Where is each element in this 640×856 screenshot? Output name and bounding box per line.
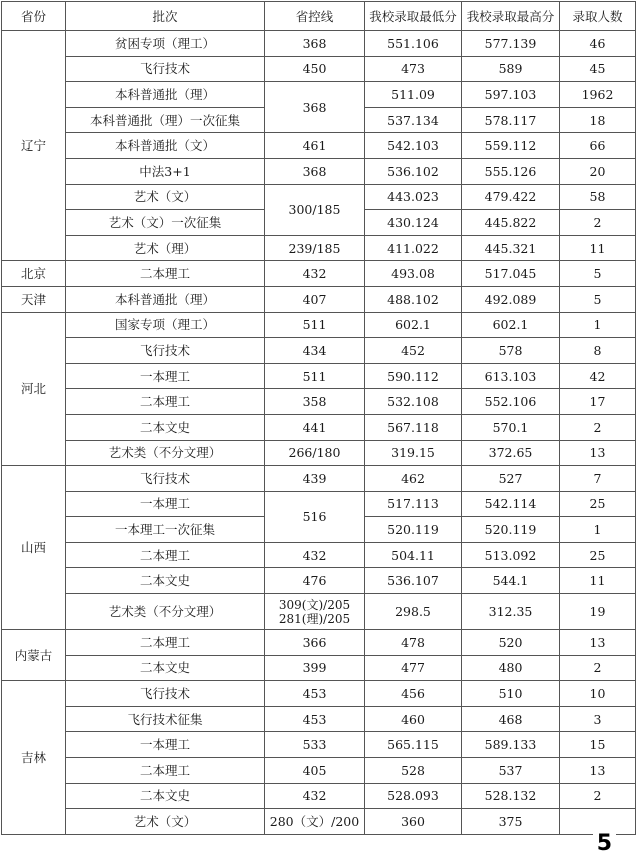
control-line-cell: 407 (265, 286, 365, 312)
max-score-cell: 312.35 (462, 594, 560, 630)
batch-cell: 二本理工 (66, 542, 265, 568)
count-cell: 2 (560, 655, 636, 681)
max-score-cell: 544.1 (462, 568, 560, 594)
table-row (2, 158, 636, 184)
header-batch: 批次 (66, 2, 265, 31)
control-line-cell: 533 (265, 732, 365, 758)
count-cell: 25 (560, 542, 636, 568)
control-line-cell: 399 (265, 655, 365, 681)
min-score-cell: 536.107 (365, 568, 462, 594)
table-row (2, 389, 636, 415)
control-line-cell: 476 (265, 568, 365, 594)
table-row (2, 542, 636, 568)
province-cell: 内蒙古 (2, 630, 66, 681)
batch-cell: 二本文史 (66, 655, 265, 681)
table-row (2, 261, 636, 287)
province-cell: 山西 (2, 466, 66, 630)
max-score-cell: 528.132 (462, 783, 560, 809)
max-score-cell: 480 (462, 655, 560, 681)
max-score-cell: 597.103 (462, 82, 560, 108)
batch-cell: 飞行技术 (66, 466, 265, 492)
max-score-cell: 613.103 (462, 363, 560, 389)
count-cell: 17 (560, 389, 636, 415)
min-score-cell: 542.103 (365, 133, 462, 159)
table-row (2, 235, 636, 261)
page-number: 5 (593, 831, 616, 856)
max-score-cell: 570.1 (462, 414, 560, 440)
max-score-cell: 537 (462, 758, 560, 784)
min-score-cell: 462 (365, 466, 462, 492)
count-cell: 66 (560, 133, 636, 159)
min-score-cell: 477 (365, 655, 462, 681)
batch-cell: 一本理工 (66, 491, 265, 517)
max-score-cell: 510 (462, 681, 560, 707)
table-row (2, 630, 636, 656)
min-score-cell: 551.106 (365, 31, 462, 57)
control-line-cell: 450 (265, 56, 365, 82)
table-row (2, 56, 636, 82)
table-row (2, 809, 636, 835)
header-min-score: 我校录取最低分 (365, 2, 462, 31)
count-cell: 25 (560, 491, 636, 517)
table-row (2, 286, 636, 312)
table-row (2, 31, 636, 57)
count-cell: 13 (560, 758, 636, 784)
batch-cell: 二本理工 (66, 261, 265, 287)
max-score-cell: 372.65 (462, 440, 560, 466)
table-row (2, 568, 636, 594)
table-row (2, 312, 636, 338)
min-score-cell: 493.08 (365, 261, 462, 287)
count-cell: 19 (560, 594, 636, 630)
count-cell: 1962 (560, 82, 636, 108)
admission-score-table (1, 1, 636, 835)
min-score-cell: 478 (365, 630, 462, 656)
batch-cell: 艺术（文） (66, 184, 265, 210)
batch-cell: 二本理工 (66, 389, 265, 415)
count-cell: 5 (560, 286, 636, 312)
max-score-cell: 445.321 (462, 235, 560, 261)
count-cell: 18 (560, 107, 636, 133)
count-cell: 7 (560, 466, 636, 492)
batch-cell: 飞行技术 (66, 56, 265, 82)
batch-cell: 一本理工一次征集 (66, 517, 265, 543)
control-line-cell: 516 (265, 491, 365, 542)
batch-cell: 本科普通批（理） (66, 82, 265, 108)
min-score-cell: 590.112 (365, 363, 462, 389)
table-row (2, 466, 636, 492)
batch-cell: 艺术（文）一次征集 (66, 210, 265, 236)
table-row (2, 732, 636, 758)
control-line-cell: 439 (265, 466, 365, 492)
control-line-cell: 300/185 (265, 184, 365, 235)
max-score-cell: 577.139 (462, 31, 560, 57)
count-cell: 20 (560, 158, 636, 184)
control-line-cell: 453 (265, 681, 365, 707)
min-score-cell: 360 (365, 809, 462, 835)
min-score-cell: 511.09 (365, 82, 462, 108)
max-score-cell: 520 (462, 630, 560, 656)
count-cell: 2 (560, 783, 636, 809)
min-score-cell: 520.119 (365, 517, 462, 543)
min-score-cell: 528.093 (365, 783, 462, 809)
count-cell: 1 (560, 517, 636, 543)
table-row (2, 491, 636, 517)
count-cell: 3 (560, 706, 636, 732)
control-line-cell: 511 (265, 363, 365, 389)
min-score-cell: 473 (365, 56, 462, 82)
count-cell: 8 (560, 338, 636, 364)
count-cell: 13 (560, 440, 636, 466)
batch-cell: 本科普通批（文） (66, 133, 265, 159)
batch-cell: 贫困专项（理工） (66, 31, 265, 57)
batch-cell: 艺术（文） (66, 809, 265, 835)
table-row (2, 338, 636, 364)
control-line-cell: 405 (265, 758, 365, 784)
batch-cell: 本科普通批（理） (66, 286, 265, 312)
min-score-cell: 456 (365, 681, 462, 707)
batch-cell: 艺术（理） (66, 235, 265, 261)
batch-cell: 二本文史 (66, 568, 265, 594)
batch-cell: 二本文史 (66, 414, 265, 440)
count-cell: 1 (560, 312, 636, 338)
count-cell: 11 (560, 235, 636, 261)
province-cell: 天津 (2, 286, 66, 312)
max-score-cell: 375 (462, 809, 560, 835)
count-cell: 13 (560, 630, 636, 656)
header-admitted-count: 录取人数 (560, 2, 636, 31)
province-cell: 辽宁 (2, 31, 66, 261)
max-score-cell: 555.126 (462, 158, 560, 184)
table-row (2, 363, 636, 389)
min-score-cell: 536.102 (365, 158, 462, 184)
max-score-cell: 559.112 (462, 133, 560, 159)
province-cell: 北京 (2, 261, 66, 287)
batch-cell: 二本理工 (66, 758, 265, 784)
batch-cell: 飞行技术 (66, 338, 265, 364)
min-score-cell: 488.102 (365, 286, 462, 312)
control-line-cell: 266/180 (265, 440, 365, 466)
header-province: 省份 (2, 2, 66, 31)
batch-cell: 二本文史 (66, 783, 265, 809)
min-score-cell: 517.113 (365, 491, 462, 517)
min-score-cell: 460 (365, 706, 462, 732)
count-cell: 58 (560, 184, 636, 210)
count-cell: 46 (560, 31, 636, 57)
count-cell: 42 (560, 363, 636, 389)
min-score-cell: 567.118 (365, 414, 462, 440)
batch-cell: 飞行技术 (66, 681, 265, 707)
table-row (2, 681, 636, 707)
header-row (2, 2, 636, 31)
count-cell: 5 (560, 261, 636, 287)
batch-cell: 本科普通批（理）一次征集 (66, 107, 265, 133)
table-row (2, 440, 636, 466)
control-line-cell: 511 (265, 312, 365, 338)
max-score-cell: 527 (462, 466, 560, 492)
max-score-cell: 492.089 (462, 286, 560, 312)
control-line-cell: 309(文)/205 281(理)/205 (265, 594, 365, 630)
control-line-cell: 366 (265, 630, 365, 656)
table-row (2, 82, 636, 108)
max-score-cell: 589.133 (462, 732, 560, 758)
batch-cell: 一本理工 (66, 732, 265, 758)
min-score-cell: 430.124 (365, 210, 462, 236)
max-score-cell: 520.119 (462, 517, 560, 543)
table-row (2, 184, 636, 210)
min-score-cell: 528 (365, 758, 462, 784)
table-row (2, 133, 636, 159)
min-score-cell: 443.023 (365, 184, 462, 210)
control-line-cell: 441 (265, 414, 365, 440)
max-score-cell: 552.106 (462, 389, 560, 415)
count-cell: 2 (560, 210, 636, 236)
control-line-cell: 434 (265, 338, 365, 364)
control-line-cell: 432 (265, 261, 365, 287)
count-cell: 11 (560, 568, 636, 594)
count-cell: 45 (560, 56, 636, 82)
province-cell: 河北 (2, 312, 66, 466)
table-row (2, 706, 636, 732)
min-score-cell: 602.1 (365, 312, 462, 338)
control-line-cell: 239/185 (265, 235, 365, 261)
max-score-cell: 542.114 (462, 491, 560, 517)
max-score-cell: 517.045 (462, 261, 560, 287)
count-cell: 10 (560, 681, 636, 707)
min-score-cell: 298.5 (365, 594, 462, 630)
batch-cell: 二本理工 (66, 630, 265, 656)
batch-cell: 一本理工 (66, 363, 265, 389)
control-line-cell: 461 (265, 133, 365, 159)
control-line-cell: 368 (265, 158, 365, 184)
min-score-cell: 537.134 (365, 107, 462, 133)
min-score-cell: 565.115 (365, 732, 462, 758)
province-cell: 吉林 (2, 681, 66, 835)
max-score-cell: 479.422 (462, 184, 560, 210)
header-control-line: 省控线 (265, 2, 365, 31)
control-line-cell: 432 (265, 542, 365, 568)
max-score-cell: 602.1 (462, 312, 560, 338)
min-score-cell: 504.11 (365, 542, 462, 568)
score-table-wrapper (1, 1, 636, 835)
header-max-score: 我校录取最高分 (462, 2, 560, 31)
max-score-cell: 589 (462, 56, 560, 82)
count-cell: 15 (560, 732, 636, 758)
max-score-cell: 578 (462, 338, 560, 364)
table-row (2, 758, 636, 784)
min-score-cell: 452 (365, 338, 462, 364)
table-row (2, 783, 636, 809)
count-cell: 2 (560, 414, 636, 440)
control-line-cell: 453 (265, 706, 365, 732)
batch-cell: 飞行技术征集 (66, 706, 265, 732)
min-score-cell: 411.022 (365, 235, 462, 261)
max-score-cell: 578.117 (462, 107, 560, 133)
batch-cell: 中法3+1 (66, 158, 265, 184)
max-score-cell: 445.822 (462, 210, 560, 236)
control-line-cell: 358 (265, 389, 365, 415)
table-row (2, 655, 636, 681)
max-score-cell: 513.092 (462, 542, 560, 568)
batch-cell: 艺术类（不分文理） (66, 594, 265, 630)
batch-cell: 艺术类（不分文理） (66, 440, 265, 466)
max-score-cell: 468 (462, 706, 560, 732)
control-line-cell: 368 (265, 31, 365, 57)
control-line-cell: 368 (265, 82, 365, 133)
min-score-cell: 532.108 (365, 389, 462, 415)
batch-cell: 国家专项（理工） (66, 312, 265, 338)
table-row (2, 594, 636, 630)
min-score-cell: 319.15 (365, 440, 462, 466)
table-row (2, 414, 636, 440)
control-line-cell: 280（文）/200 (265, 809, 365, 835)
control-line-cell: 432 (265, 783, 365, 809)
